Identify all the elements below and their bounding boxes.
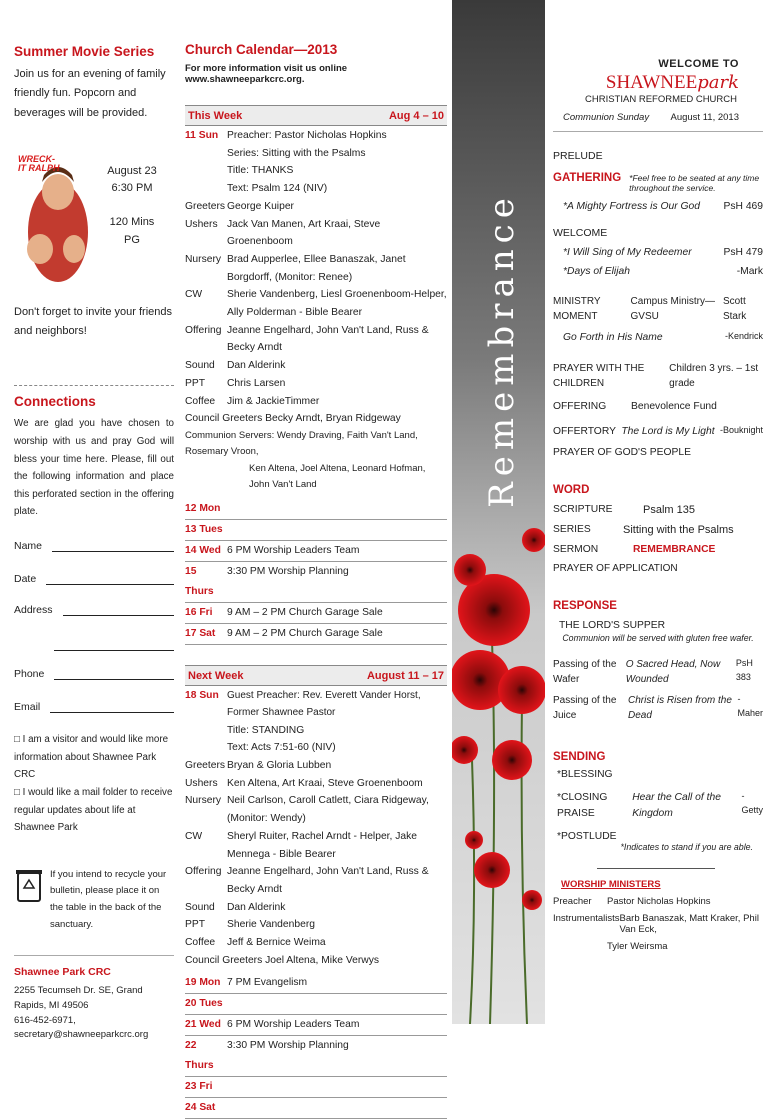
gathering-note: *Feel free to be seated at any time throughout the service.: [629, 173, 760, 194]
phone-field[interactable]: [14, 667, 174, 680]
role-label: Offering: [185, 866, 222, 878]
mailfolder-checkbox-label: I would like a mail folder to receive regular updates about life at Shawnee Park: [14, 786, 173, 834]
park-wordmark: park: [697, 72, 739, 93]
recycle-text: If you intend to recycle your bulletin, please place it on the table in the back of the sanctuary.: [50, 868, 167, 930]
next-sunday-label: 18 Sun: [185, 690, 219, 702]
role-row: [185, 216, 447, 251]
role-row: [185, 899, 447, 917]
song-2: *I Will Sing of My Redeemer: [563, 246, 692, 258]
role-label: CW: [185, 289, 203, 301]
response-heading: RESPONSE: [553, 600, 617, 613]
role-row: [185, 251, 447, 286]
crc-line: CHRISTIAN REFORMED CHURCH: [585, 94, 737, 105]
role-value: Sherie Vandenberg: [227, 919, 315, 931]
this-week-label: This Week: [188, 109, 243, 122]
name-field[interactable]: [14, 539, 174, 552]
phone-label: Phone: [14, 668, 45, 680]
service-date: August 11, 2013: [670, 112, 739, 123]
prayer-of-application: PRAYER OF APPLICATION: [553, 563, 678, 575]
next-preacher-line: Guest Preacher: Rev. Everett Vander Horst, Former Shawnee Pastor: [227, 690, 421, 719]
role-label: Sound: [185, 901, 215, 913]
day-row: [185, 1036, 447, 1077]
this-week-days: [185, 499, 447, 645]
movie-time: 6:30 PM: [111, 182, 153, 195]
day-label: 14 Wed: [185, 545, 221, 557]
left-column: [14, 0, 174, 1043]
role-label: CW: [185, 830, 203, 842]
poster-title: WRECK-IT RALPH: [18, 153, 60, 174]
role-value: Bryan & Gloria Lubben: [227, 760, 332, 772]
communion-servers: Communion Servers: Wendy Draving, Faith Van't Land, Rosemary Vroon,: [185, 429, 418, 458]
church-contact-info: 616-452-6971, secretary@shawneeparkcrc.org: [14, 1014, 149, 1041]
this-week-bar: [185, 105, 447, 126]
order-of-worship: [553, 0, 763, 952]
song-3: *Days of Elijah: [563, 266, 630, 278]
day-row: [185, 520, 447, 541]
children-note: Children 3 yrs. – 1st grade: [669, 363, 759, 389]
closing-praise: *CLOSING PRAISE: [557, 792, 608, 819]
role-value: Sheryl Ruiter, Rachel Arndt - Helper, Jake Mennega - Bible Bearer: [227, 830, 418, 860]
wafer-song: O Sacred Head, Now Wounded: [625, 659, 721, 686]
role-label: PPT: [185, 919, 206, 931]
song-1-number: PsH 469: [723, 201, 763, 213]
day-event: 9 AM – 2 PM Church Garage Sale: [227, 628, 383, 640]
movie-info: [90, 137, 174, 287]
day-row: [185, 1077, 447, 1098]
mailfolder-checkbox[interactable]: [14, 784, 174, 837]
poppy-image: [452, 0, 545, 1024]
wafer-song-number: PsH 383: [735, 658, 753, 682]
movie-box: [14, 137, 174, 287]
council-greeters: Council Greeters Becky Arndt, Bryan Ridgeway: [185, 413, 401, 425]
scripture-value: Psalm 135: [643, 504, 695, 517]
role-label: Greeters: [185, 760, 226, 772]
role-row: [185, 286, 447, 304]
sunday-label: 11 Sun: [185, 130, 219, 141]
series-value: Sitting with the Psalms: [623, 524, 734, 537]
stand-note: *Indicates to stand if you are able.: [620, 842, 753, 853]
song-1: *A Mighty Fortress is Our God: [563, 201, 700, 213]
passing-juice: Passing of the Juice: [553, 695, 617, 722]
day-event: 7 PM Evangelism: [227, 977, 308, 989]
role-label: Nursery: [185, 253, 222, 265]
offering-note: Benevolence Fund: [631, 401, 717, 412]
day-row: [185, 1098, 447, 1119]
calendar-column: [185, 0, 447, 1119]
supper-note: Communion will be served with gluten free wafer.: [562, 633, 754, 644]
sending-heading: SENDING: [553, 751, 606, 764]
next-title-line: Title: STANDING: [227, 724, 305, 736]
role-row: [185, 757, 447, 775]
visitor-checkbox[interactable]: [14, 731, 174, 784]
day-row: [185, 1015, 447, 1036]
movie-intro: Join us for an evening of family friendly fun. Popcorn and beverages will be provided.: [14, 68, 166, 119]
day-label: 22 Thurs: [185, 1040, 214, 1072]
next-week-label: Next Week: [188, 669, 244, 682]
day-row: [185, 541, 447, 562]
next-week-days: [185, 973, 447, 1119]
day-event: 6 PM Worship Leaders Team: [227, 1019, 360, 1031]
role-label: Coffee: [185, 937, 216, 949]
instrumentalists-names: Barb Banaszak, Matt Kraker, Phil Van Eck,: [619, 913, 759, 936]
passing-wafer: Passing of the Wafer: [553, 659, 617, 686]
calendar-title: Church Calendar—2013: [185, 42, 338, 57]
role-value: Dan Alderink: [227, 360, 286, 372]
role-label: Sound: [185, 360, 215, 372]
connections-text: We are glad you have chosen to worship with us and pray God will bless your time here. Please, fill out the following information and place this perforated section in the offering plate.: [14, 418, 174, 518]
next-week-bar: [185, 665, 447, 686]
day-label: 12 Mon: [185, 503, 221, 515]
day-label: 21 Wed: [185, 1019, 221, 1031]
day-label: 15 Thurs: [185, 566, 214, 598]
calendar-info: For more information visit us online www.shawneeparkcrc.org.: [185, 63, 348, 85]
offertory: OFFERTORY: [553, 426, 616, 437]
role-value: Jeff & Bernice Weima: [227, 937, 326, 949]
day-row: [185, 603, 447, 624]
connections-title: Connections: [14, 394, 96, 410]
ministry-speaker: Scott Stark: [722, 295, 747, 322]
role-label: Nursery: [185, 795, 222, 807]
checkbox-icon[interactable]: □: [14, 734, 20, 745]
day-event: 9 AM – 2 PM Church Garage Sale: [227, 607, 383, 619]
role-row: [185, 863, 447, 898]
address-label: Address: [14, 604, 53, 616]
church-address: 2255 Tecumseh Dr. SE, Grand Rapids, MI 49506: [14, 985, 143, 1011]
day-label: 24 Sat: [185, 1102, 216, 1114]
sermon: SERMON: [553, 544, 599, 556]
welcome-to: WELCOME TO: [658, 58, 739, 70]
next-week-roles: [185, 757, 447, 952]
shawnee-wordmark: SHAWNEE: [605, 72, 698, 93]
day-event: 3:30 PM Worship Planning: [227, 566, 349, 578]
communion-servers-2: Ken Altena, Joel Altena, Leonard Hofman, John Van't Land: [249, 462, 426, 490]
day-row: [185, 994, 447, 1015]
role-value: Neil Carlson, Caroll Catlett, Ciara Ridgeway, (Monitor: Wendy): [227, 795, 429, 825]
text-line: Text: Psalm 124 (NIV): [227, 183, 328, 195]
title-line: Title: THANKS: [227, 165, 294, 177]
closing-song: Hear the Call of the Kingdom: [632, 792, 721, 819]
role-row: [185, 304, 447, 322]
day-label: 17 Sat: [185, 628, 216, 640]
movie-length: 120 Mins: [109, 215, 155, 228]
ministry-topic: Campus Ministry—GVSU: [630, 295, 715, 322]
role-row: [185, 828, 447, 863]
movie-poster: [14, 137, 90, 287]
series: SERIES: [553, 524, 591, 536]
next-council-greeters: Council Greeters Joel Altena, Mike Verwys: [185, 954, 380, 966]
day-row: [185, 973, 447, 994]
role-value: Sherie Vandenberg, Liesl Groenenboom-Helper,: [227, 289, 447, 301]
lords-supper: THE LORD'S SUPPER: [559, 620, 666, 632]
closing-song-author: -Getty: [741, 791, 763, 815]
song-3-author: -Mark: [736, 266, 763, 278]
date-field[interactable]: [14, 572, 174, 585]
role-label: Offering: [185, 324, 222, 336]
address-field[interactable]: [14, 603, 174, 616]
remembrance-title: Remembrance: [482, 192, 522, 508]
instrumentalists-names-2: Tyler Weirsma: [607, 941, 668, 953]
role-value: Dan Alderink: [227, 901, 286, 913]
this-week-range: Aug 4 – 10: [388, 109, 444, 122]
role-label: [185, 304, 227, 322]
worship-ministers-heading: WORSHIP MINISTERS: [561, 879, 661, 891]
preacher-label: Preacher: [553, 896, 592, 908]
welcome-item: WELCOME: [553, 226, 608, 239]
song-2-number: PsH 479: [723, 246, 763, 258]
day-row: [185, 562, 447, 603]
sermon-value: REMEMBRANCE: [633, 544, 716, 556]
name-label: Name: [14, 540, 43, 552]
role-row: [185, 357, 447, 375]
day-label: 16 Fri: [185, 607, 213, 619]
word-heading: WORD: [553, 484, 590, 497]
role-row: [185, 393, 447, 411]
role-value: Jim & JackieTimmer: [227, 395, 320, 407]
church-name: Shawnee Park CRC: [14, 966, 111, 979]
juice-song-author: -Maher: [737, 694, 763, 718]
day-row: [185, 499, 447, 520]
prayer-of-people: PRAYER OF GOD'S PEOPLE: [553, 447, 691, 459]
movie-date: August 23: [107, 164, 157, 177]
offertory-author: -Bouknight: [719, 425, 763, 435]
invite-text: Don't forget to invite your friends and neighbors!: [14, 305, 173, 337]
checkbox-icon[interactable]: □: [14, 786, 20, 798]
role-value: George Kuiper: [227, 200, 294, 212]
role-value: Chris Larsen: [227, 377, 286, 389]
next-text-line: Text: Acts 7:51-60 (NIV): [227, 742, 336, 754]
day-label: 19 Mon: [185, 977, 221, 989]
movie-series-title: Summer Movie Series: [14, 44, 155, 59]
this-week-roles: [185, 198, 447, 410]
role-row: [185, 198, 447, 216]
visitor-checkbox-label: I am a visitor and would like more information about Shawnee Park CRC: [14, 734, 169, 781]
communion-sunday: Communion Sunday: [563, 112, 650, 123]
recycle-bin-icon: [14, 867, 44, 903]
email-label: Email: [14, 701, 41, 713]
day-label: 20 Tues: [185, 998, 223, 1010]
role-row: [185, 375, 447, 393]
role-row: [185, 916, 447, 934]
blessing: *BLESSING: [557, 769, 613, 781]
role-label: PPT: [185, 377, 206, 389]
role-value: Ken Altena, Art Kraai, Steve Groenenboom: [227, 777, 423, 789]
offertory-song: The Lord is My Light: [621, 426, 715, 437]
role-value: Jeanne Engelhard, John Van't Land, Russ & Becky Arndt: [227, 324, 429, 354]
day-label: 23 Fri: [185, 1081, 213, 1093]
ministry-moment: MINISTRY MOMENT: [553, 295, 601, 322]
prayer-with-children: PRAYER WITH THE CHILDREN: [553, 363, 645, 389]
role-row: [185, 934, 447, 952]
day-event: 6 PM Worship Leaders Team: [227, 545, 360, 557]
juice-song: Christ is Risen from the Dead: [628, 695, 732, 722]
gathering-heading: GATHERING: [553, 172, 622, 185]
postlude: *POSTLUDE: [557, 831, 617, 843]
series-line: Series: Sitting with the Psalms: [227, 147, 366, 159]
day-row: [185, 624, 447, 645]
preacher-name: Pastor Nicholas Hopkins: [607, 896, 711, 908]
date-label: Date: [14, 573, 37, 585]
email-field[interactable]: [14, 700, 174, 713]
role-value: Brad Aupperlee, Ellee Banaszak, Janet Borgdorff, (Monitor: Renee): [227, 253, 406, 283]
role-value: Jack Van Manen, Art Kraai, Steve Groenenboom: [227, 218, 381, 248]
role-label: Coffee: [185, 395, 216, 407]
preacher-line: Preacher: Pastor Nicholas Hopkins: [227, 130, 387, 141]
role-row: [185, 322, 447, 357]
day-event: 3:30 PM Worship Planning: [227, 1040, 349, 1052]
instrumentalists-label: Instrumentalists: [553, 913, 620, 925]
church-contact: [14, 955, 174, 1043]
connections-section: [14, 385, 174, 837]
next-week-range: August 11 – 17: [366, 669, 444, 682]
offering: OFFERING: [553, 401, 607, 412]
welcome-header: [553, 54, 763, 94]
role-row: [185, 775, 447, 793]
role-value: Ally Polderman - Bible Bearer: [227, 307, 363, 319]
go-forth-author: -Kendrick: [724, 330, 763, 341]
role-row: [185, 792, 447, 827]
movie-rating: PG: [124, 233, 140, 246]
role-label: Ushers: [185, 777, 218, 789]
scripture: SCRIPTURE: [553, 504, 613, 516]
prelude: PRELUDE: [553, 150, 603, 163]
address-field-2[interactable]: [14, 638, 174, 651]
role-value: Jeanne Engelhard, John Van't Land, Russ & Becky Arndt: [227, 866, 429, 895]
role-label: Ushers: [185, 218, 218, 230]
go-forth-song: Go Forth in His Name: [563, 331, 663, 343]
role-label: Greeters: [185, 200, 226, 212]
recycle-note: [14, 867, 174, 934]
day-label: 13 Tues: [185, 524, 223, 536]
